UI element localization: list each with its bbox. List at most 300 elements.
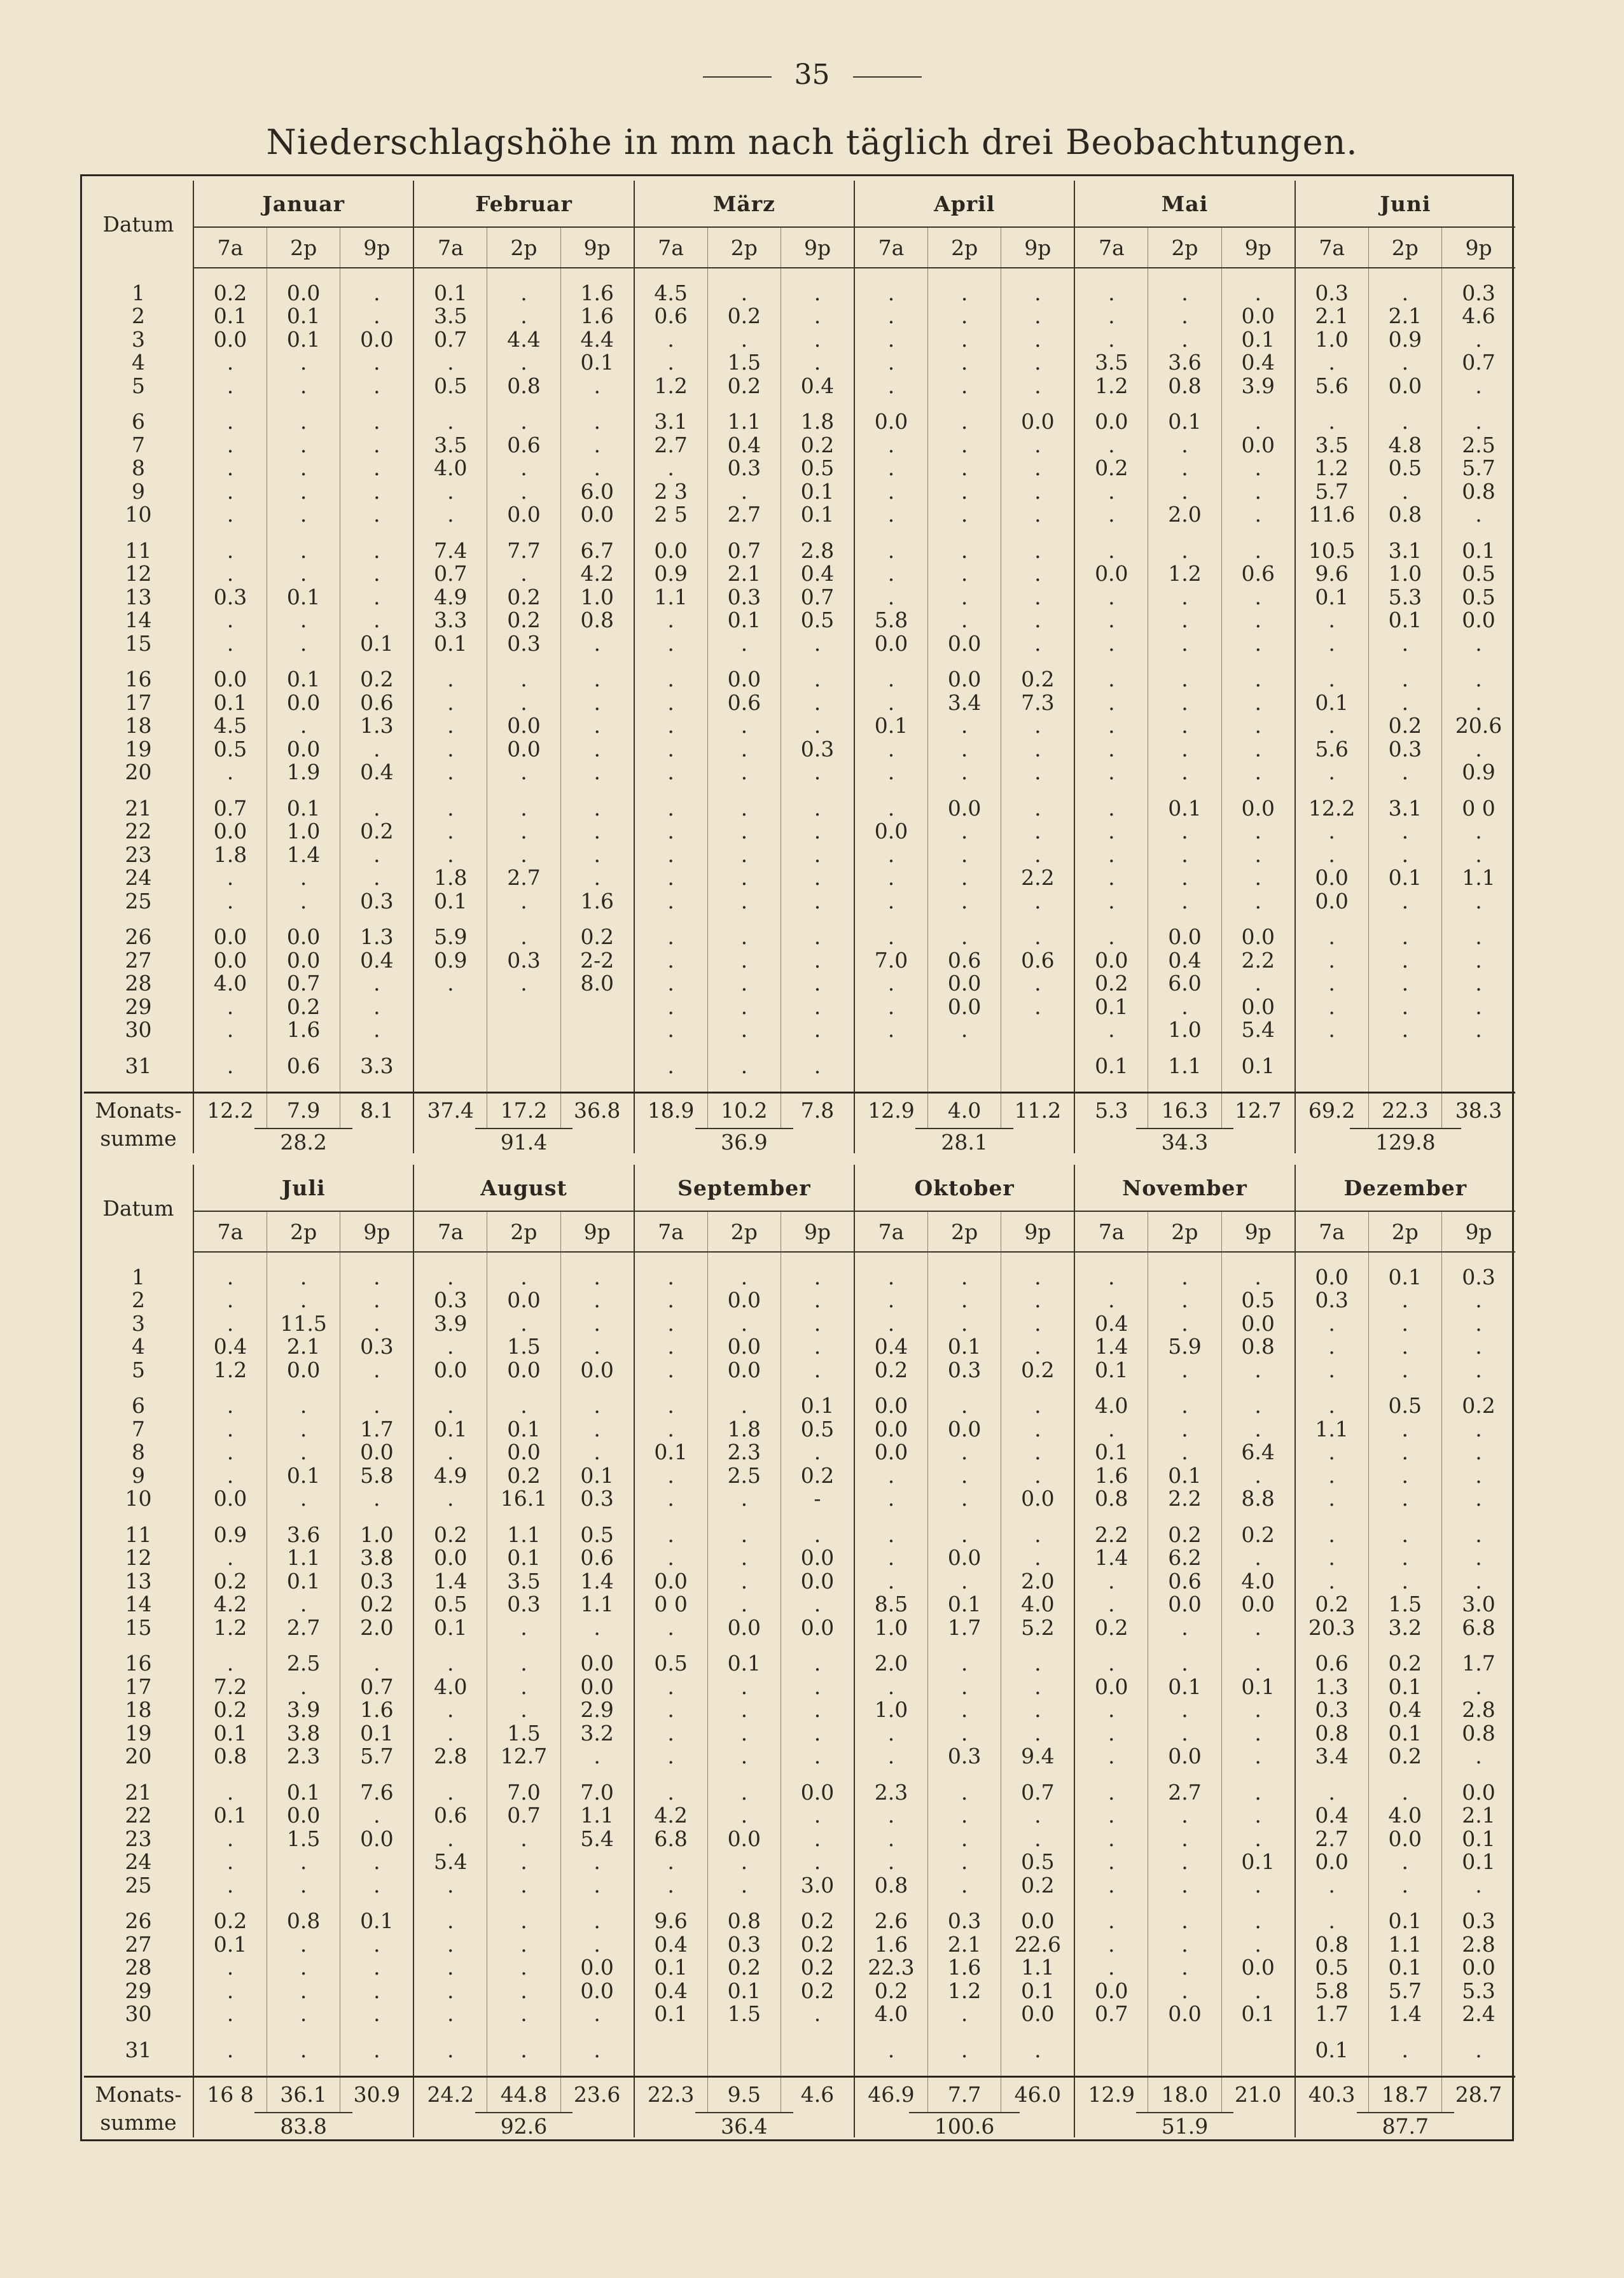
value-cell: 0.1 xyxy=(1221,1054,1294,1078)
value-cell: 0.0 xyxy=(1442,1781,1516,1804)
value-cell: . xyxy=(340,1652,413,1676)
spacer xyxy=(1295,2025,1368,2038)
value-cell: . xyxy=(1295,1910,1368,1933)
value-cell: . xyxy=(340,1873,413,1897)
value-cell: . xyxy=(854,457,927,480)
value-cell: 0.3 xyxy=(1295,281,1368,305)
value-cell: . xyxy=(634,714,707,738)
value-cell: 7.7 xyxy=(487,539,560,562)
day-label: 27 xyxy=(84,1933,193,1956)
value-cell xyxy=(927,1054,1001,1078)
value-cell: 2 3 xyxy=(634,480,707,503)
value-cell: 1.3 xyxy=(340,926,413,949)
value-cell: . xyxy=(781,1593,854,1616)
value-cell: . xyxy=(634,351,707,375)
value-cell: 0.0 xyxy=(1442,609,1515,632)
spacer xyxy=(1074,913,1148,926)
value-cell: . xyxy=(1148,1441,1221,1464)
spacer xyxy=(340,2062,413,2077)
value-cell: . xyxy=(487,972,560,996)
value-cell: . xyxy=(781,1441,854,1464)
spacer xyxy=(84,784,193,796)
value-cell: . xyxy=(927,1487,1001,1511)
value-cell: 0.5 xyxy=(781,457,854,480)
value-cell: . xyxy=(1148,281,1221,305)
spacer xyxy=(1074,2025,1148,2038)
spacer xyxy=(487,2025,560,2038)
spacer xyxy=(634,1639,707,1652)
value-cell: 0.1 xyxy=(1368,1956,1441,1980)
spacer xyxy=(1148,1510,1221,1523)
value-cell: . xyxy=(1368,889,1441,913)
spacer xyxy=(1295,1639,1368,1652)
month-total-cell xyxy=(634,2112,854,2137)
value-cell: . xyxy=(1368,1312,1441,1335)
day-label: 20 xyxy=(84,1745,193,1768)
monthly-sum: 22.3 xyxy=(634,2076,707,2112)
value-cell: . xyxy=(854,1675,927,1698)
value-cell: 0.3 xyxy=(413,1289,487,1312)
value-cell: 0.1 xyxy=(1074,1358,1148,1382)
table-row xyxy=(84,1335,1515,1359)
value-cell: 0.4 xyxy=(707,433,781,457)
value-cell: 0.0 xyxy=(267,281,340,305)
value-cell: . xyxy=(340,1487,413,1511)
value-cell: . xyxy=(1074,1745,1148,1768)
value-cell: . xyxy=(1368,761,1441,784)
spacer xyxy=(781,1041,854,1054)
value-cell: 0.2 xyxy=(1001,668,1074,691)
value-cell: . xyxy=(1074,1652,1148,1676)
value-cell: 2-2 xyxy=(560,948,634,972)
spacer xyxy=(560,655,634,668)
value-cell: 0.3 xyxy=(707,457,781,480)
spacer xyxy=(340,1078,413,1093)
value-cell: 1.1 xyxy=(1368,1933,1441,1956)
value-cell: 0.0 xyxy=(267,926,340,949)
table-row xyxy=(84,866,1515,890)
value-cell: 0.1 xyxy=(707,1979,781,2003)
value-cell: 0.2 xyxy=(1368,1652,1441,1676)
value-cell: . xyxy=(487,926,560,949)
spacer xyxy=(560,1252,634,1265)
value-cell: . xyxy=(1442,820,1515,844)
spacer xyxy=(487,1252,560,1265)
value-cell: . xyxy=(560,1394,634,1418)
value-cell: 0.6 xyxy=(267,1054,340,1078)
value-cell: 12.2 xyxy=(1295,796,1368,820)
spacer xyxy=(781,913,854,926)
spacer xyxy=(1221,398,1294,410)
value-cell: . xyxy=(1368,1487,1441,1511)
spacer xyxy=(854,1041,927,1054)
spacer xyxy=(1368,1252,1441,1265)
spacer xyxy=(1368,1078,1441,1093)
value-cell: . xyxy=(854,1487,927,1511)
spacer xyxy=(487,655,560,668)
value-cell: 3.6 xyxy=(1148,351,1221,375)
value-cell: . xyxy=(854,668,927,691)
value-cell: . xyxy=(1221,1781,1294,1804)
value-cell: . xyxy=(781,351,854,375)
value-cell: . xyxy=(854,972,927,996)
value-cell: . xyxy=(854,1569,927,1593)
day-label: 24 xyxy=(84,866,193,890)
value-cell: . xyxy=(1221,410,1294,434)
value-cell: 1.5 xyxy=(1368,1593,1441,1616)
spacer xyxy=(340,655,413,668)
value-cell: 5.4 xyxy=(1221,1018,1294,1042)
day-label: 2 xyxy=(84,1289,193,1312)
value-cell: . xyxy=(927,843,1001,866)
value-cell: . xyxy=(1442,691,1515,714)
value-cell: . xyxy=(340,609,413,632)
spacer xyxy=(1221,1382,1294,1394)
value-cell xyxy=(1001,1054,1074,1078)
value-cell: . xyxy=(340,1018,413,1042)
value-cell: . xyxy=(1368,632,1441,655)
value-cell: 0.2 xyxy=(340,820,413,844)
spacer xyxy=(1148,1639,1221,1652)
value-cell: . xyxy=(927,1873,1001,1897)
spacer xyxy=(267,1768,340,1781)
value-cell: 0.0 xyxy=(487,1289,560,1312)
value-cell: 0.8 xyxy=(267,1910,340,1933)
value-cell: 0.2 xyxy=(1221,1523,1294,1546)
spacer xyxy=(560,1639,634,1652)
value-cell: . xyxy=(634,1289,707,1312)
day-label: 3 xyxy=(84,328,193,351)
value-cell: . xyxy=(413,1956,487,1980)
spacer xyxy=(84,2062,193,2077)
table-row xyxy=(84,1721,1515,1745)
value-cell: . xyxy=(487,1933,560,1956)
value-cell: 4.5 xyxy=(634,281,707,305)
value-cell: . xyxy=(1074,609,1148,632)
value-cell: . xyxy=(927,1698,1001,1722)
value-cell: . xyxy=(340,972,413,996)
spacer xyxy=(340,784,413,796)
spacer xyxy=(413,268,487,281)
spacer xyxy=(927,398,1001,410)
value-cell: . xyxy=(707,480,781,503)
value-cell: 0.0 xyxy=(413,1358,487,1382)
value-cell: . xyxy=(927,714,1001,738)
month-total-cell xyxy=(193,2112,413,2137)
value-cell: 0.8 xyxy=(487,374,560,398)
value-cell: 2.8 xyxy=(413,1745,487,1768)
month-header: Mai xyxy=(1074,181,1294,227)
value-cell: 0.4 xyxy=(340,948,413,972)
value-cell: . xyxy=(413,1487,487,1511)
value-cell: 5.7 xyxy=(1295,480,1368,503)
monthly-sum: 21.0 xyxy=(1221,2076,1294,2112)
value-cell: . xyxy=(1148,1873,1221,1897)
spacer xyxy=(487,268,560,281)
value-cell: . xyxy=(1442,948,1515,972)
value-cell: . xyxy=(487,1652,560,1676)
value-cell: . xyxy=(1074,281,1148,305)
value-cell: . xyxy=(854,926,927,949)
value-cell: 0.5 xyxy=(560,1523,634,1546)
value-cell: 5.7 xyxy=(1442,457,1515,480)
value-cell: . xyxy=(707,1394,781,1418)
value-cell: . xyxy=(1148,457,1221,480)
observation-header: 7a xyxy=(1295,1211,1368,1252)
value-cell: . xyxy=(413,796,487,820)
value-cell: . xyxy=(854,351,927,375)
observation-header: 7a xyxy=(193,227,267,268)
value-cell: . xyxy=(1074,761,1148,784)
value-cell: . xyxy=(193,1652,267,1676)
value-cell: 0.0 xyxy=(1221,305,1294,328)
table-row xyxy=(84,668,1515,691)
monthly-sum: 8.1 xyxy=(340,1092,413,1128)
value-cell: . xyxy=(193,1781,267,1804)
value-cell: 2.3 xyxy=(267,1745,340,1768)
spacer xyxy=(634,1510,707,1523)
value-cell: 9.6 xyxy=(634,1910,707,1933)
table-row xyxy=(84,1781,1515,1804)
value-cell: . xyxy=(854,480,927,503)
spacer xyxy=(634,1078,707,1093)
monthly-sum: 7.7 xyxy=(927,2076,1001,2112)
value-cell: . xyxy=(927,1569,1001,1593)
value-cell: 0.2 xyxy=(487,609,560,632)
value-cell: . xyxy=(1368,1289,1441,1312)
value-cell: 1.7 xyxy=(1442,1652,1516,1676)
value-cell: 0.0 xyxy=(487,714,560,738)
spacer xyxy=(707,2062,781,2077)
value-cell: 2.9 xyxy=(560,1698,634,1722)
value-cell: 0.4 xyxy=(634,1979,707,2003)
value-cell: 4.2 xyxy=(193,1593,267,1616)
value-cell: . xyxy=(193,1873,267,1897)
spacer xyxy=(1074,268,1148,281)
value-cell: . xyxy=(413,1335,487,1359)
spacer xyxy=(854,526,927,539)
value-cell: . xyxy=(634,1054,707,1078)
value-cell: . xyxy=(1221,1804,1294,1828)
value-cell: 0.1 xyxy=(267,796,340,820)
spacer xyxy=(413,2025,487,2038)
value-cell: . xyxy=(1001,1335,1074,1359)
value-cell: . xyxy=(1221,1933,1294,1956)
value-cell: . xyxy=(927,410,1001,434)
value-cell: 0.3 xyxy=(487,1593,560,1616)
spacer xyxy=(707,784,781,796)
value-cell: . xyxy=(1368,1417,1441,1441)
value-cell: . xyxy=(1442,1873,1516,1897)
spacer xyxy=(707,2025,781,2038)
value-cell: 2.6 xyxy=(854,1910,927,1933)
month-total-cell xyxy=(1074,1128,1294,1153)
value-cell: 0.0 xyxy=(267,1358,340,1382)
day-label: 6 xyxy=(84,1394,193,1418)
value-cell: . xyxy=(1442,843,1515,866)
value-cell: 0.1 xyxy=(1148,1464,1221,1487)
spacer xyxy=(1295,1897,1368,1910)
spacer xyxy=(487,526,560,539)
value-cell: . xyxy=(781,1851,854,1874)
value-cell: 0.1 xyxy=(1368,1265,1441,1289)
value-cell: 0.2 xyxy=(1295,1593,1368,1616)
spacer xyxy=(487,1897,560,1910)
value-cell: . xyxy=(413,691,487,714)
spacer xyxy=(193,1041,267,1054)
value-cell: . xyxy=(1295,972,1368,996)
spacer xyxy=(927,2062,1001,2077)
value-cell: . xyxy=(1368,948,1441,972)
value-cell: 0.0 xyxy=(1074,562,1148,586)
spacer xyxy=(413,1639,487,1652)
value-cell: 0.6 xyxy=(560,1546,634,1570)
value-cell: 0.1 xyxy=(413,632,487,655)
spacer xyxy=(1074,784,1148,796)
value-cell: . xyxy=(1001,1417,1074,1441)
table-row xyxy=(84,503,1515,527)
value-cell: . xyxy=(1074,1417,1148,1441)
value-cell: 0.0 xyxy=(1074,1675,1148,1698)
value-cell: 0.0 xyxy=(560,503,634,527)
value-cell: 0.2 xyxy=(781,1464,854,1487)
month-header: Oktober xyxy=(854,1165,1074,1211)
value-cell: . xyxy=(1295,1394,1368,1418)
value-cell: 2.7 xyxy=(707,503,781,527)
value-cell: 0.6 xyxy=(1148,1569,1221,1593)
value-cell: 0.0 xyxy=(1148,926,1221,949)
value-cell: . xyxy=(1148,1417,1221,1441)
value-cell: 2.7 xyxy=(267,1616,340,1639)
table-row xyxy=(84,1358,1515,1382)
value-cell: . xyxy=(1442,374,1515,398)
value-cell: 0.2 xyxy=(560,926,634,949)
value-cell: . xyxy=(560,796,634,820)
value-cell: . xyxy=(707,1781,781,1804)
spacer xyxy=(267,1382,340,1394)
value-cell: 0.4 xyxy=(1368,1698,1441,1722)
value-cell: 0.1 xyxy=(193,691,267,714)
value-cell: 3.3 xyxy=(340,1054,413,1078)
value-cell: 1.3 xyxy=(340,714,413,738)
spacer xyxy=(1001,1041,1074,1054)
value-cell: . xyxy=(193,539,267,562)
value-cell: 1.6 xyxy=(927,1956,1001,1980)
table-row xyxy=(84,562,1515,586)
value-cell: . xyxy=(267,457,340,480)
value-cell: . xyxy=(1001,889,1074,913)
value-cell: . xyxy=(927,562,1001,586)
value-cell: 10.5 xyxy=(1295,539,1368,562)
value-cell: . xyxy=(340,539,413,562)
value-cell: . xyxy=(927,1289,1001,1312)
spacer xyxy=(560,2062,634,2077)
value-cell: . xyxy=(267,480,340,503)
value-cell: . xyxy=(634,889,707,913)
value-cell: . xyxy=(1221,1827,1294,1851)
value-cell: 0.8 xyxy=(1148,374,1221,398)
spacer xyxy=(707,1510,781,1523)
day-label: 17 xyxy=(84,1675,193,1698)
monthly-sum: 11.2 xyxy=(1001,1092,1074,1128)
value-cell: 0.7 xyxy=(413,562,487,586)
value-cell: 2.1 xyxy=(1442,1804,1516,1828)
value-cell xyxy=(487,1018,560,1042)
value-cell: 7.0 xyxy=(487,1781,560,1804)
value-cell: 0.1 xyxy=(560,351,634,375)
value-cell: . xyxy=(267,1979,340,2003)
day-label: 4 xyxy=(84,1335,193,1359)
value-cell: 0.0 xyxy=(634,539,707,562)
value-cell: . xyxy=(1442,889,1515,913)
spacer xyxy=(84,398,193,410)
value-cell: . xyxy=(1221,1745,1294,1768)
value-cell: . xyxy=(267,866,340,890)
value-cell: 0.0 xyxy=(193,820,267,844)
spacer xyxy=(560,1078,634,1093)
table-row xyxy=(84,2003,1515,2026)
spacer xyxy=(854,784,927,796)
value-cell: 0.2 xyxy=(1368,714,1441,738)
table-second-half xyxy=(84,1165,1515,2137)
value-cell: . xyxy=(854,691,927,714)
value-cell: . xyxy=(781,1018,854,1042)
value-cell: 0 0 xyxy=(634,1593,707,1616)
value-cell: . xyxy=(487,2003,560,2026)
spacer xyxy=(1368,398,1441,410)
value-cell: 1.1 xyxy=(560,1804,634,1828)
value-cell: . xyxy=(634,1417,707,1441)
value-cell: 0.0 xyxy=(267,737,340,761)
table-row xyxy=(84,328,1515,351)
value-cell: 1.1 xyxy=(1148,1054,1221,1078)
value-cell: . xyxy=(1295,995,1368,1018)
spacer xyxy=(340,2025,413,2038)
spacer xyxy=(927,1897,1001,1910)
value-cell: 0.0 xyxy=(560,1652,634,1676)
value-cell: 1.0 xyxy=(340,1523,413,1546)
value-cell: . xyxy=(1295,1569,1368,1593)
value-cell: . xyxy=(1074,1721,1148,1745)
value-cell: . xyxy=(1368,1335,1441,1359)
value-cell: 0.0 xyxy=(193,926,267,949)
value-cell: . xyxy=(413,1873,487,1897)
observation-header: 9p xyxy=(560,227,634,268)
value-cell: 2.2 xyxy=(1074,1523,1148,1546)
value-cell: 1.4 xyxy=(1368,2003,1441,2026)
value-cell: 0.1 xyxy=(1442,1827,1516,1851)
value-cell: . xyxy=(634,1523,707,1546)
value-cell: . xyxy=(1295,1335,1368,1359)
value-cell: . xyxy=(1221,668,1294,691)
spacer xyxy=(84,2025,193,2038)
value-cell: 1.5 xyxy=(487,1721,560,1745)
value-cell: . xyxy=(634,1394,707,1418)
value-cell: . xyxy=(781,668,854,691)
value-cell: 3.5 xyxy=(1295,433,1368,457)
spacer xyxy=(781,2062,854,2077)
value-cell: . xyxy=(560,1873,634,1897)
value-cell: 0.2 xyxy=(1442,1394,1516,1418)
spacer xyxy=(927,1768,1001,1781)
value-cell: 0.7 xyxy=(487,1804,560,1828)
value-cell: . xyxy=(487,1394,560,1418)
month-total: 28.1 xyxy=(915,1128,1013,1153)
value-cell: . xyxy=(193,1394,267,1418)
value-cell: . xyxy=(854,1827,927,1851)
value-cell: . xyxy=(927,539,1001,562)
table-row xyxy=(84,1675,1515,1698)
